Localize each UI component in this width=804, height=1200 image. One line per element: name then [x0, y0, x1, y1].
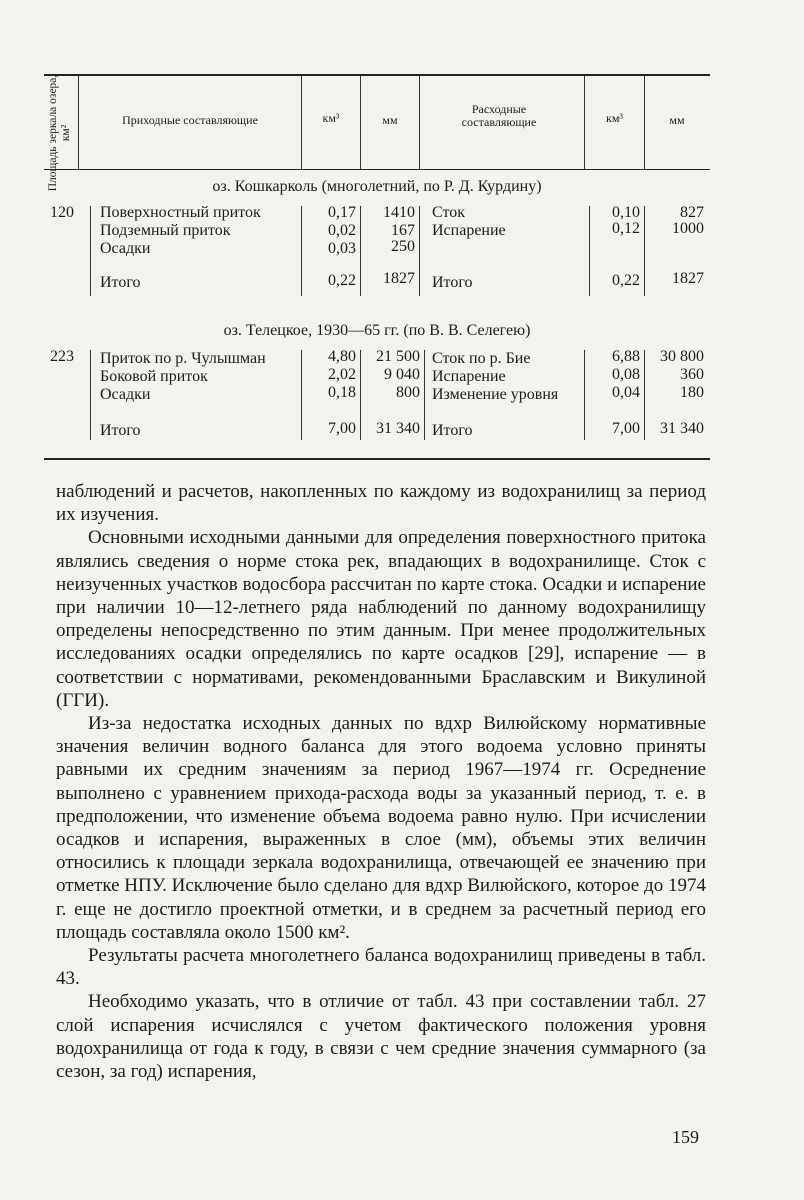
- header-inflow: Приходные составляющие: [122, 113, 258, 127]
- paragraph: Результаты расчета многолетнего баланса водохранилищ приведены в табл. 43.: [56, 945, 706, 990]
- header-km3-in: км³: [322, 111, 340, 125]
- book-page: Площадь зеркала озера, км² Приходные составляющие км³ мм Расходные составляющие км³ мм оз. Кошкарколь (многолетний, по Р. Д. Курдину) 120 Поверхностный приток 0,17 1410 Сток 0,10 827 Подземный приток 0,02 167 Испарение 0,12 1000 Осадки 0,03 250 Итого 0,22 1827 Итого 0,22 1827 оз. Телецкое, 1930—65 гг. (по В. В. Селегею) 223 Приток по р. Чулышман 4,80 21 500 Сток по р. Бие 6,88 30 800 Боковой приток 2,02 9 040 Испарение 0,08 360 Осадки 0,18 800 Изменение уровня 0,04 180 Итого 7,00 31 340 Итого 7,00 31 340 наблюдений и расчетов, накопленных по каждому из водохранилищ за период их изучения. Основными исходными данными для определения поверхностного притока являлись сведения о норме стока рек, впадающих в водохранилище. Сток с неизученных участков водосбора рассчитан по карте стока. Осадки и испарение при наличии 10—12-летнего ряда наблюдений по данному водохранилищу определены непосредственно по этим данным. При менее продолжительных исследованиях осадки определялись по карте осадков [29], испарение — в соответствии с нормативами, рекомендованными Браславским и Викулиной (ГГИ). Из-за недостатка исходных данных по вдхр Вилюйскому нормативные значения величин водного баланса для этого водоема условно приняты равными их средним значениям за период 1967—1974 гг. Осреднение выполнено с уравнением прихода-расхода воды за указанный период, т. е. в предположении, что изменение объема водоема равно нулю. При исчислении осадков и испарения, выраженных в слое (мм), объемы этих величин относились к площади зеркала водохранилища, отвечающей ее значению при отметке НПУ. Исключение было сделано для вдхр Вилюйского, которое до 1974 г. еще не достигло проектной отметки, и в среднем за расчетный период его площадь составляла около 1500 км². Результаты расчета многолетнего баланса водохранилищ приведены в табл. 43. Необходимо указать, что в отличие от табл. 43 при составлении табл. 27 слой испарения исчислялся с учетом фактического положения уровня водохранилища от года к году, в связи с чем средние значения суммарного (за сезон, за год) испарения, 159: [0, 0, 804, 1200]
- body-text: [56, 480, 706, 1083]
- header-mm-in: мм: [382, 113, 398, 127]
- group-caption-teletskoye: оз. Телецкое, 1930—65 гг. (по В. В. Селегею): [223, 322, 531, 339]
- group-area: 120: [50, 204, 74, 221]
- header-mm-out: мм: [669, 113, 685, 127]
- group-caption-koshkarkol: оз. Кошкарколь (многолетний, по Р. Д. Курдину): [212, 178, 542, 195]
- header-outflow: Расходные составляющие: [461, 102, 537, 129]
- table-bottom-rule: [44, 458, 710, 460]
- paragraph: Из-за недостатка исходных данных по вдхр Вилюйскому нормативные значения величин водного баланса для этого водоема условно приняты равными их средним значениям за период 1967—1974 гг. Осреднение выполнено с уравнением прихода-расхода воды за указанный период, т. е. в предположении, что изменение объема водоема равно нулю. При исчислении осадков и испарения, выраженных в слое (мм), объемы этих величин относились к площади зеркала водохранилища, отвечающей ее значению при отметке НПУ. Исключение было сделано для вдхр Вилюйского, которое до 1974 г. еще не достигло проектной отметки, и в среднем за расчетный период его площадь составляла около 1500 км².: [56, 713, 706, 943]
- header-area: Площадь зеркала озера, км²: [47, 74, 72, 192]
- header-km3-out: км³: [605, 111, 624, 125]
- paragraph: наблюдений и расчетов, накопленных по каждому из водохранилищ за период их изучения.: [56, 481, 706, 526]
- table-header-rule: [44, 169, 710, 170]
- group-area: 223: [50, 348, 74, 365]
- paragraph: Основными исходными данными для определения поверхностного притока являлись сведения о норме стока рек, впадающих в водохранилище. Сток с неизученных участков водосбора рассчитан по карте стока. Осадки и испарение при наличии 10—12-летнего ряда наблюдений по данному водохранилищу определены непосредственно по этим данным. При менее продолжительных исследованиях осадки определялись по карте осадков [29], испарение — в соответствии с нормативами, рекомендованными Браславским и Викулиной (ГГИ).: [56, 527, 706, 711]
- paragraph: Необходимо указать, что в отличие от табл. 43 при составлении табл. 27 слой испарения исчислялся с учетом фактического положения уровня водохранилища от года к году, в связи с чем средние значения суммарного (за сезон, за год) испарения,: [56, 991, 706, 1083]
- page-number: 159: [672, 1127, 699, 1147]
- table-top-rule: [44, 74, 710, 76]
